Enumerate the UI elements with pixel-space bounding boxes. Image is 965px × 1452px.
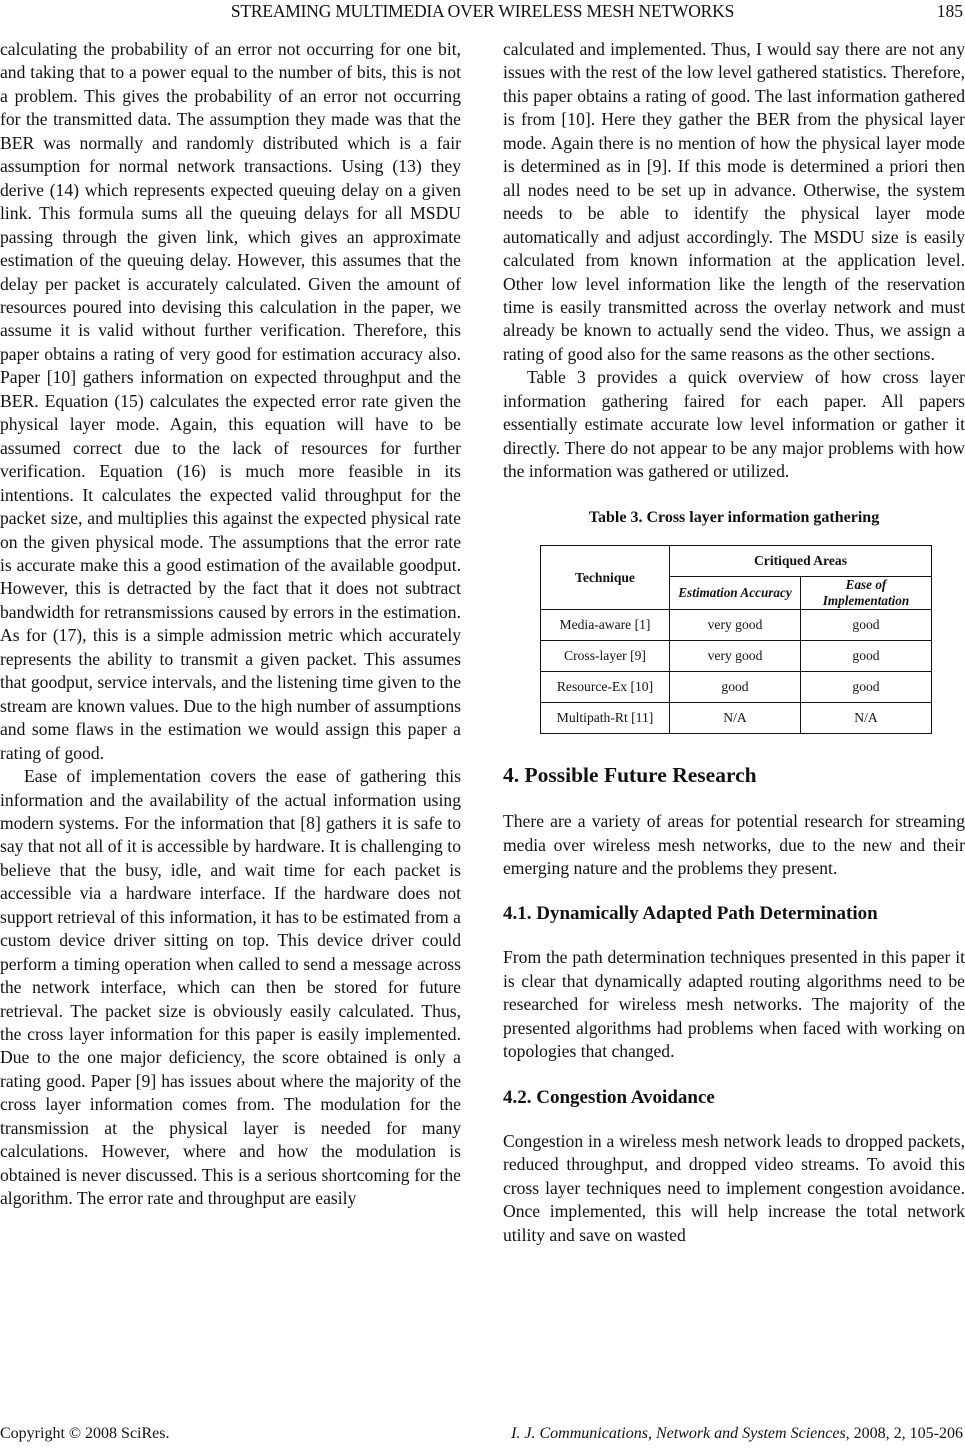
cell-estimation-accuracy: very good [670, 610, 801, 641]
running-title: STREAMING MULTIMEDIA OVER WIRELESS MESH NETWORKS [230, 1, 735, 21]
journal-volume: , 2008, 2, 105-206 [845, 1425, 963, 1442]
cell-estimation-accuracy: very good [670, 641, 801, 672]
cell-technique: Resource-Ex [10] [541, 672, 670, 703]
copyright-notice: Copyright © 2008 SciRes. [0, 1425, 170, 1442]
paragraph: Ease of implementation covers the ease of gathering this information and the availability of the actual information using modern systems. For the information that [8] gathers it is safe to say that not all of it is accessible by hardware. It is challenging to believe that the busy, idle, and wait time for each packet is accessible via a hardware interface. If the hardware does not support retrieval of this information, it has to be estimated from a custom device driver sitting on top. This device driver could perform a timing operation when called to send a message across the network interface, which can then be stored for future retrieval. The packet size is obviously easily calculated. Thus, the cross layer information for this paper is easily implemented. Due to the one major deficiency, the score obtained is only a rating good. Paper [9] has issues about where the majority of the cross layer information comes from. The modulation for the transmission at the physical layer is needed for many calculations. However, where and how the modulation is obtained is never discussed. This is a serious shortcoming for the algorithm. The error rate and throughput are easily [0, 766, 461, 1209]
table-row [541, 610, 932, 641]
paragraph: Congestion in a wireless mesh network leads to dropped packets, reduced throughput, and dropped video streams. To avoid this cross layer techniques need to implement congestion avoidance. Once implemented, this will help increase the total network utility and save on wasted [503, 1130, 965, 1245]
paragraph: There are a variety of areas for potential research for streaming media over wireless mesh networks, due to the new and their emerging nature and the problems they present. [503, 811, 965, 878]
cell-ease-of-implementation: good [801, 610, 932, 641]
cell-technique: Media-aware [1] [541, 610, 670, 641]
section-heading-4: 4. Possible Future Research [503, 763, 757, 788]
table-row [541, 703, 932, 734]
journal-name: I. J. Communications, Network and System Sciences [511, 1425, 846, 1442]
table-caption: Table 3. Cross layer information gathering [588, 508, 880, 526]
cell-ease-of-implementation: good [801, 641, 932, 672]
table-row [541, 672, 932, 703]
cross-layer-table [540, 545, 932, 734]
paragraph: Table 3 provides a quick overview of how cross layer information gathering faired for each paper. All papers essentially estimate accurate low level information or gather it directly. There do not appear to be any major problems with how the information was gathered or utilized. [503, 367, 965, 482]
column-group-critiqued-areas: Critiqued Areas [670, 546, 932, 577]
page-number: 185 [936, 1, 963, 21]
paragraph: From the path determination techniques presented in this paper it is clear that dynamically adapted routing algorithms need to be researched for wireless mesh networks. The majority of the presented algorithms had problems when faced with working on topologies that changed. [503, 947, 965, 1062]
paragraph: calculating the probability of an error not occurring for one bit, and taking that to a power equal to the number of bits, this is not a problem. This gives the probability of an error not occurring for the transmitted data. The assumption they made was that the BER was normally and randomly distributed which is a fair assumption for normal network transactions. Using (13) they derive (14) which represents expected queuing delay on a given link. This formula sums all the queuing delays for all MSDU passing through the given link, which gives an approximate estimation of the queuing delay. However, this assumes that the delay per packet is accurately calculated. Given the amount of resources poured into devising this calculation in the paper, we assume it is valid without further verification. Therefore, this paper obtains a rating of very good for estimation accuracy also. Paper [10] gathers information on expected throughput and the BER. Equation (15) calculates the expected error rate given the physical layer mode. Again, this equation will have to be assumed correct due to the lack of resources for further verification. Equation (16) is much more feasible in its intentions. It calculates the expected valid throughput for the packet size, and multiplies this against the expected physical rate on the given physical mode. The assumptions that the error rate is accurate make this a good estimation of the available goodput. However, this is detracted by the fact that it does not subtract bandwidth for retransmissions caused by errors in the estimation. As for (17), this is a simple admission metric which accurately represents the ability to transmit a given packet. This assumes that goodput, service intervals, and the listening time given to the stream are known values. Due to the high number of assumptions and some flaws in the estimation we would assign this paper a rating of good. [0, 39, 461, 763]
section-heading-4-1: 4.1. Dynamically Adapted Path Determination [503, 903, 878, 925]
paragraph: calculated and implemented. Thus, I would say there are not any issues with the rest of the low level gathered statistics. Therefore, this paper obtains a rating of good. The last information gathered is from [10]. Here they gather the BER from the physical layer mode. Again there is no mention of how the physical layer mode is determined as in [9]. If this mode is determined a priori then all nodes need to be set up in advance. Otherwise, the system needs to be able to identify the physical layer mode automatically and adjust accordingly. The MSDU size is easily calculated from known information at the application level. Other low level information like the length of the reservation time is easily transmitted across the overlay network and must already be known to actually send the video. Thus, we assign a rating of good also for the same reasons as the other sections. [503, 39, 965, 364]
cell-technique: Multipath-Rt [11] [541, 703, 670, 734]
cell-estimation-accuracy: good [670, 672, 801, 703]
column-header-estimation-accuracy: Estimation Accuracy [670, 577, 801, 610]
cell-technique: Cross-layer [9] [541, 641, 670, 672]
cell-estimation-accuracy: N/A [670, 703, 801, 734]
section-heading-4-2: 4.2. Congestion Avoidance [503, 1086, 715, 1108]
table-row [541, 641, 932, 672]
page-header [0, 0, 965, 24]
cell-ease-of-implementation: N/A [801, 703, 932, 734]
cell-ease-of-implementation: good [801, 672, 932, 703]
column-header-technique: Technique [541, 546, 670, 610]
right-column [503, 38, 965, 1247]
journal-citation [511, 1424, 963, 1444]
column-header-ease-of-implementation: Ease of Implementation [801, 577, 932, 610]
left-column [0, 38, 461, 1211]
